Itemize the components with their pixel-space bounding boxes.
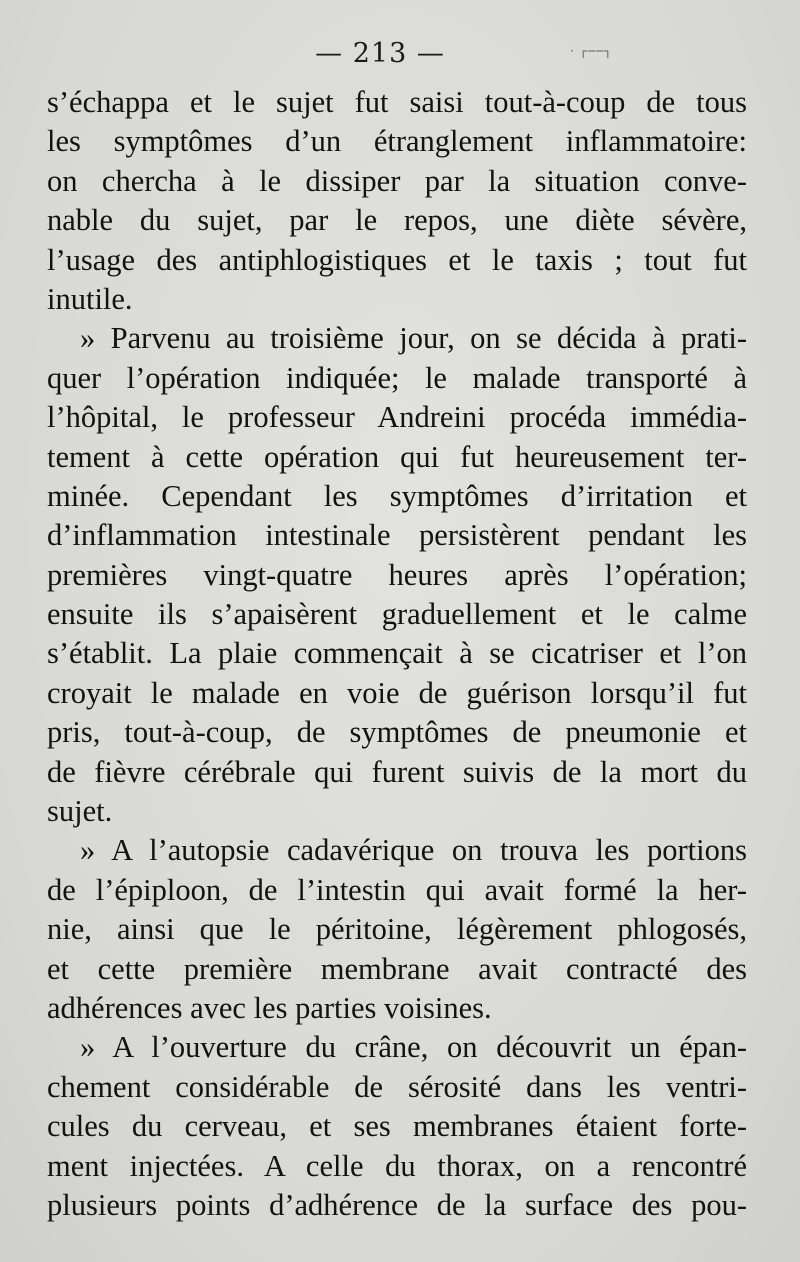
text-line: de fièvre cérébrale qui furent suivis de la mort du <box>47 754 747 789</box>
text-line: minée. Cependant les symptômes d’irritation et <box>47 478 747 513</box>
text-line: les symptômes d’un étranglement inflammatoire: <box>47 124 747 159</box>
text-line: premières vingt-quatre heures après l’opération; <box>47 557 747 592</box>
text-line: tement à cette opération qui fut heureusement ter- <box>47 439 747 474</box>
text-line: l’usage des antiphlogistiques et le taxis ; tout fut <box>47 242 747 277</box>
text-line: s’échappa et le sujet fut saisi tout-à-coup de tous <box>47 85 747 119</box>
page-number: — 213 — <box>315 38 445 69</box>
body-text <box>47 83 747 1225</box>
text-line: pris, tout-à-coup, de symptômes de pneumonie et <box>47 715 747 750</box>
text-line: plusieurs points d’adhérence de la surface des pou- <box>47 1187 747 1222</box>
text-line: ment injectées. A celle du thorax, on a rencontré <box>47 1148 747 1183</box>
text-line: nable du sujet, par le repos, une diète sévère, <box>47 203 747 238</box>
text-line: on chercha à le dissiper par la situation conve- <box>47 163 747 198</box>
text-line: adhérences avec les parties voisines. <box>47 990 492 1025</box>
text-line: croyait le malade en voie de guérison lorsqu’il fut <box>47 675 747 710</box>
text-line: » Parvenu au troisième jour, on se décida à prati- <box>80 321 747 356</box>
text-line: ensuite ils s’apaisèrent graduellement et le calme <box>47 597 747 632</box>
printer-mark: · ┌──┐ <box>570 44 613 58</box>
text-line: de l’épiploon, de l’intestin qui avait formé la her- <box>47 872 747 907</box>
text-line: l’hôpital, le professeur Andreini procéda immédia- <box>47 400 747 435</box>
text-line: sujet. <box>47 794 113 829</box>
text-line: et cette première membrane avait contracté des <box>47 951 747 986</box>
text-line: quer l’opération indiquée; le malade transporté à <box>47 360 747 395</box>
text-line: cules du cerveau, et ses membranes étaient forte- <box>47 1109 747 1144</box>
text-line: » A l’autopsie cadavérique on trouva les portions <box>80 833 747 868</box>
text-line: » A l’ouverture du crâne, on découvrit un épan- <box>80 1030 747 1065</box>
text-line: inutile. <box>47 281 133 316</box>
text-line: d’inflammation intestinale persistèrent pendant les <box>47 518 747 553</box>
text-line: s’établit. La plaie commençait à se cicatriser et l’on <box>47 636 747 671</box>
text-line: nie, ainsi que le péritoine, légèrement phlogosés, <box>47 912 747 947</box>
text-line: chement considérable de sérosité dans les ventri- <box>47 1069 747 1104</box>
